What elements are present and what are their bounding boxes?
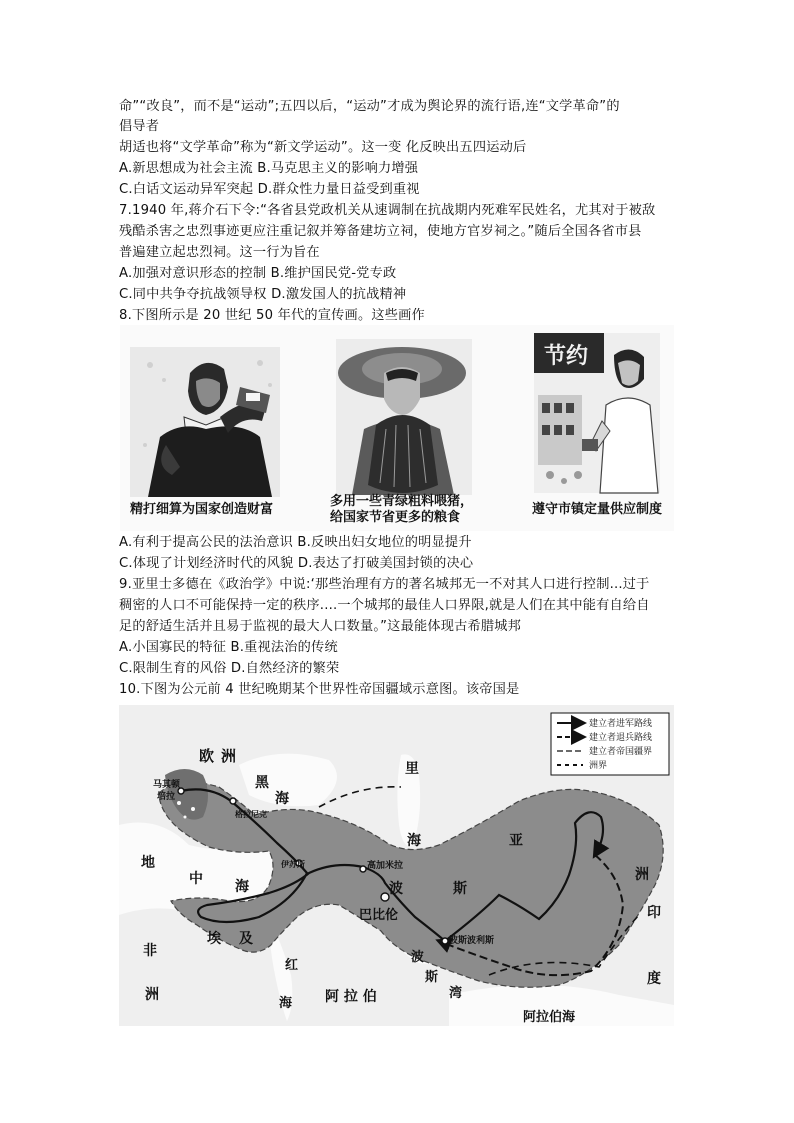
- text-line: 普遍建立起忠烈祠。这一行为旨在: [119, 245, 320, 260]
- poster-thrift: [120, 325, 305, 531]
- question-8-line: 8.下图所示是 20 世纪 50 年代的宣传画。这些画作: [119, 308, 425, 323]
- text-line: 残酷杀害之忠烈事迹更应注重记叙并筹备建坊立祠，使地方官岁祠之。”随后全国各省市县: [119, 224, 642, 239]
- poster-3-caption: 遵守市镇定量供应制度: [532, 502, 663, 517]
- option-line: C.同中共争夺抗战领导权 D.激发国人的抗战精神: [119, 287, 407, 302]
- text-line: 倡导者: [119, 119, 160, 134]
- text-line: 足的舒适生活并且易于监视的最大人口数量。”这最能体现古希腊城邦: [119, 619, 522, 634]
- legend-empire-border: 建立者帝国疆界: [589, 747, 653, 757]
- empire-map-figure: [119, 705, 674, 1026]
- label-asia-1: 亚: [509, 833, 523, 849]
- label-black-sea-2: 海: [275, 791, 289, 807]
- option-line: C.体现了计划经济时代的风貌 D.表达了打破美国封锁的决心: [119, 556, 474, 571]
- option-line: A.新思想成为社会主流 B.马克思主义的影响力增强: [119, 161, 419, 176]
- label-persia-1: 波: [389, 881, 403, 897]
- legend-continent-boundary: 洲界: [589, 761, 608, 771]
- label-persian-gulf-1: 波: [411, 950, 425, 965]
- label-med-2: 中: [189, 871, 203, 887]
- text-line: 胡适也将“文学革命”称为“新文学运动”。这一变 化反映出五四运动后: [119, 140, 527, 155]
- poster-2-caption-2: 给国家节省更多的粮食: [330, 510, 461, 525]
- label-india-1: 印: [647, 905, 661, 921]
- label-red-sea-2: 海: [279, 996, 293, 1011]
- option-line: A.有利于提高公民的法治意识 B.反映出妇女地位的明显提升: [119, 535, 472, 550]
- label-caspian-2: 海: [407, 833, 421, 849]
- propaganda-posters-figure: [120, 325, 674, 531]
- label-black-sea-1: 黑: [255, 775, 269, 791]
- label-babylon: 巴比伦: [359, 908, 399, 923]
- poster-2-caption-1: 多用一些青绿粗料喂猪，: [330, 494, 474, 509]
- text-line: 命”“改良”，而不是“运动”;五四以后，“运动”才成为舆论界的流行语,连“文学革命”的: [119, 99, 620, 114]
- label-arabia: 阿 拉 伯: [325, 989, 377, 1005]
- label-arabian-sea: 阿拉伯海: [523, 1010, 576, 1025]
- label-asia-2: 洲: [635, 867, 649, 883]
- label-pella: 培拉: [157, 792, 176, 802]
- label-caspian-1: 里: [405, 761, 419, 777]
- question-7-line: 7.1940 年,蒋介石下令:“各省县党政机关从速调制在抗战期内死难军民姓名，尤其对于被敌: [119, 203, 656, 218]
- poster-pig-feed: [330, 325, 480, 531]
- option-line: C.限制生育的风俗 D.自然经济的繁荣: [119, 661, 340, 676]
- label-egypt-1: 埃: [207, 931, 221, 947]
- legend-advance: 建立者进军路线: [589, 719, 653, 729]
- label-macedonia: 马其顿: [153, 780, 181, 790]
- label-africa-2: 洲: [145, 987, 159, 1003]
- empire-map: [119, 705, 674, 1026]
- label-africa-1: 非: [143, 943, 157, 959]
- label-egypt-2: 及: [239, 931, 253, 947]
- label-med-1: 地: [141, 855, 155, 871]
- map-legend: [551, 713, 669, 775]
- label-red-sea-1: 红: [285, 958, 299, 973]
- option-line: A.小国寡民的特征 B.重视法治的传统: [119, 640, 338, 655]
- label-med-3: 海: [235, 879, 249, 895]
- label-europe-2: 洲: [221, 747, 237, 765]
- label-persepolis: 波斯波利斯: [449, 936, 495, 946]
- label-granicus: 格拉尼克: [235, 809, 267, 819]
- label-europe-1: 欧: [199, 747, 215, 765]
- question-10-line: 10.下图为公元前 4 世纪晚期某个世界性帝国疆域示意图。该帝国是: [119, 682, 520, 697]
- poster-rationing: [530, 325, 674, 531]
- label-issus: 伊苏斯: [281, 859, 305, 869]
- legend-retreat: 建立者退兵路线: [589, 733, 653, 743]
- label-persian-gulf-2: 斯: [425, 970, 439, 985]
- label-persia-2: 斯: [453, 881, 467, 897]
- label-india-2: 度: [647, 971, 661, 987]
- label-persian-gulf-3: 湾: [449, 986, 463, 1001]
- text-line: 稠密的人口不可能保持一定的秩序....一个城邦的最佳人口界限,就是人们在其中能有自给自: [119, 598, 650, 613]
- option-line: A.加强对意识形态的控制 B.维护国民党-党专政: [119, 266, 397, 281]
- option-line: C.白话文运动异军突起 D.群众性力量日益受到重视: [119, 182, 420, 197]
- question-9-line: 9.亚里士多德在《政治学》中说:‘那些治理有方的著名城邦无一不对其人口进行控制...过于: [119, 577, 650, 592]
- poster-3-banner: 节约: [544, 344, 589, 369]
- poster-1-caption: 精打细算为国家创造财富: [130, 502, 274, 517]
- label-gaugamela: 高加米拉: [367, 861, 404, 871]
